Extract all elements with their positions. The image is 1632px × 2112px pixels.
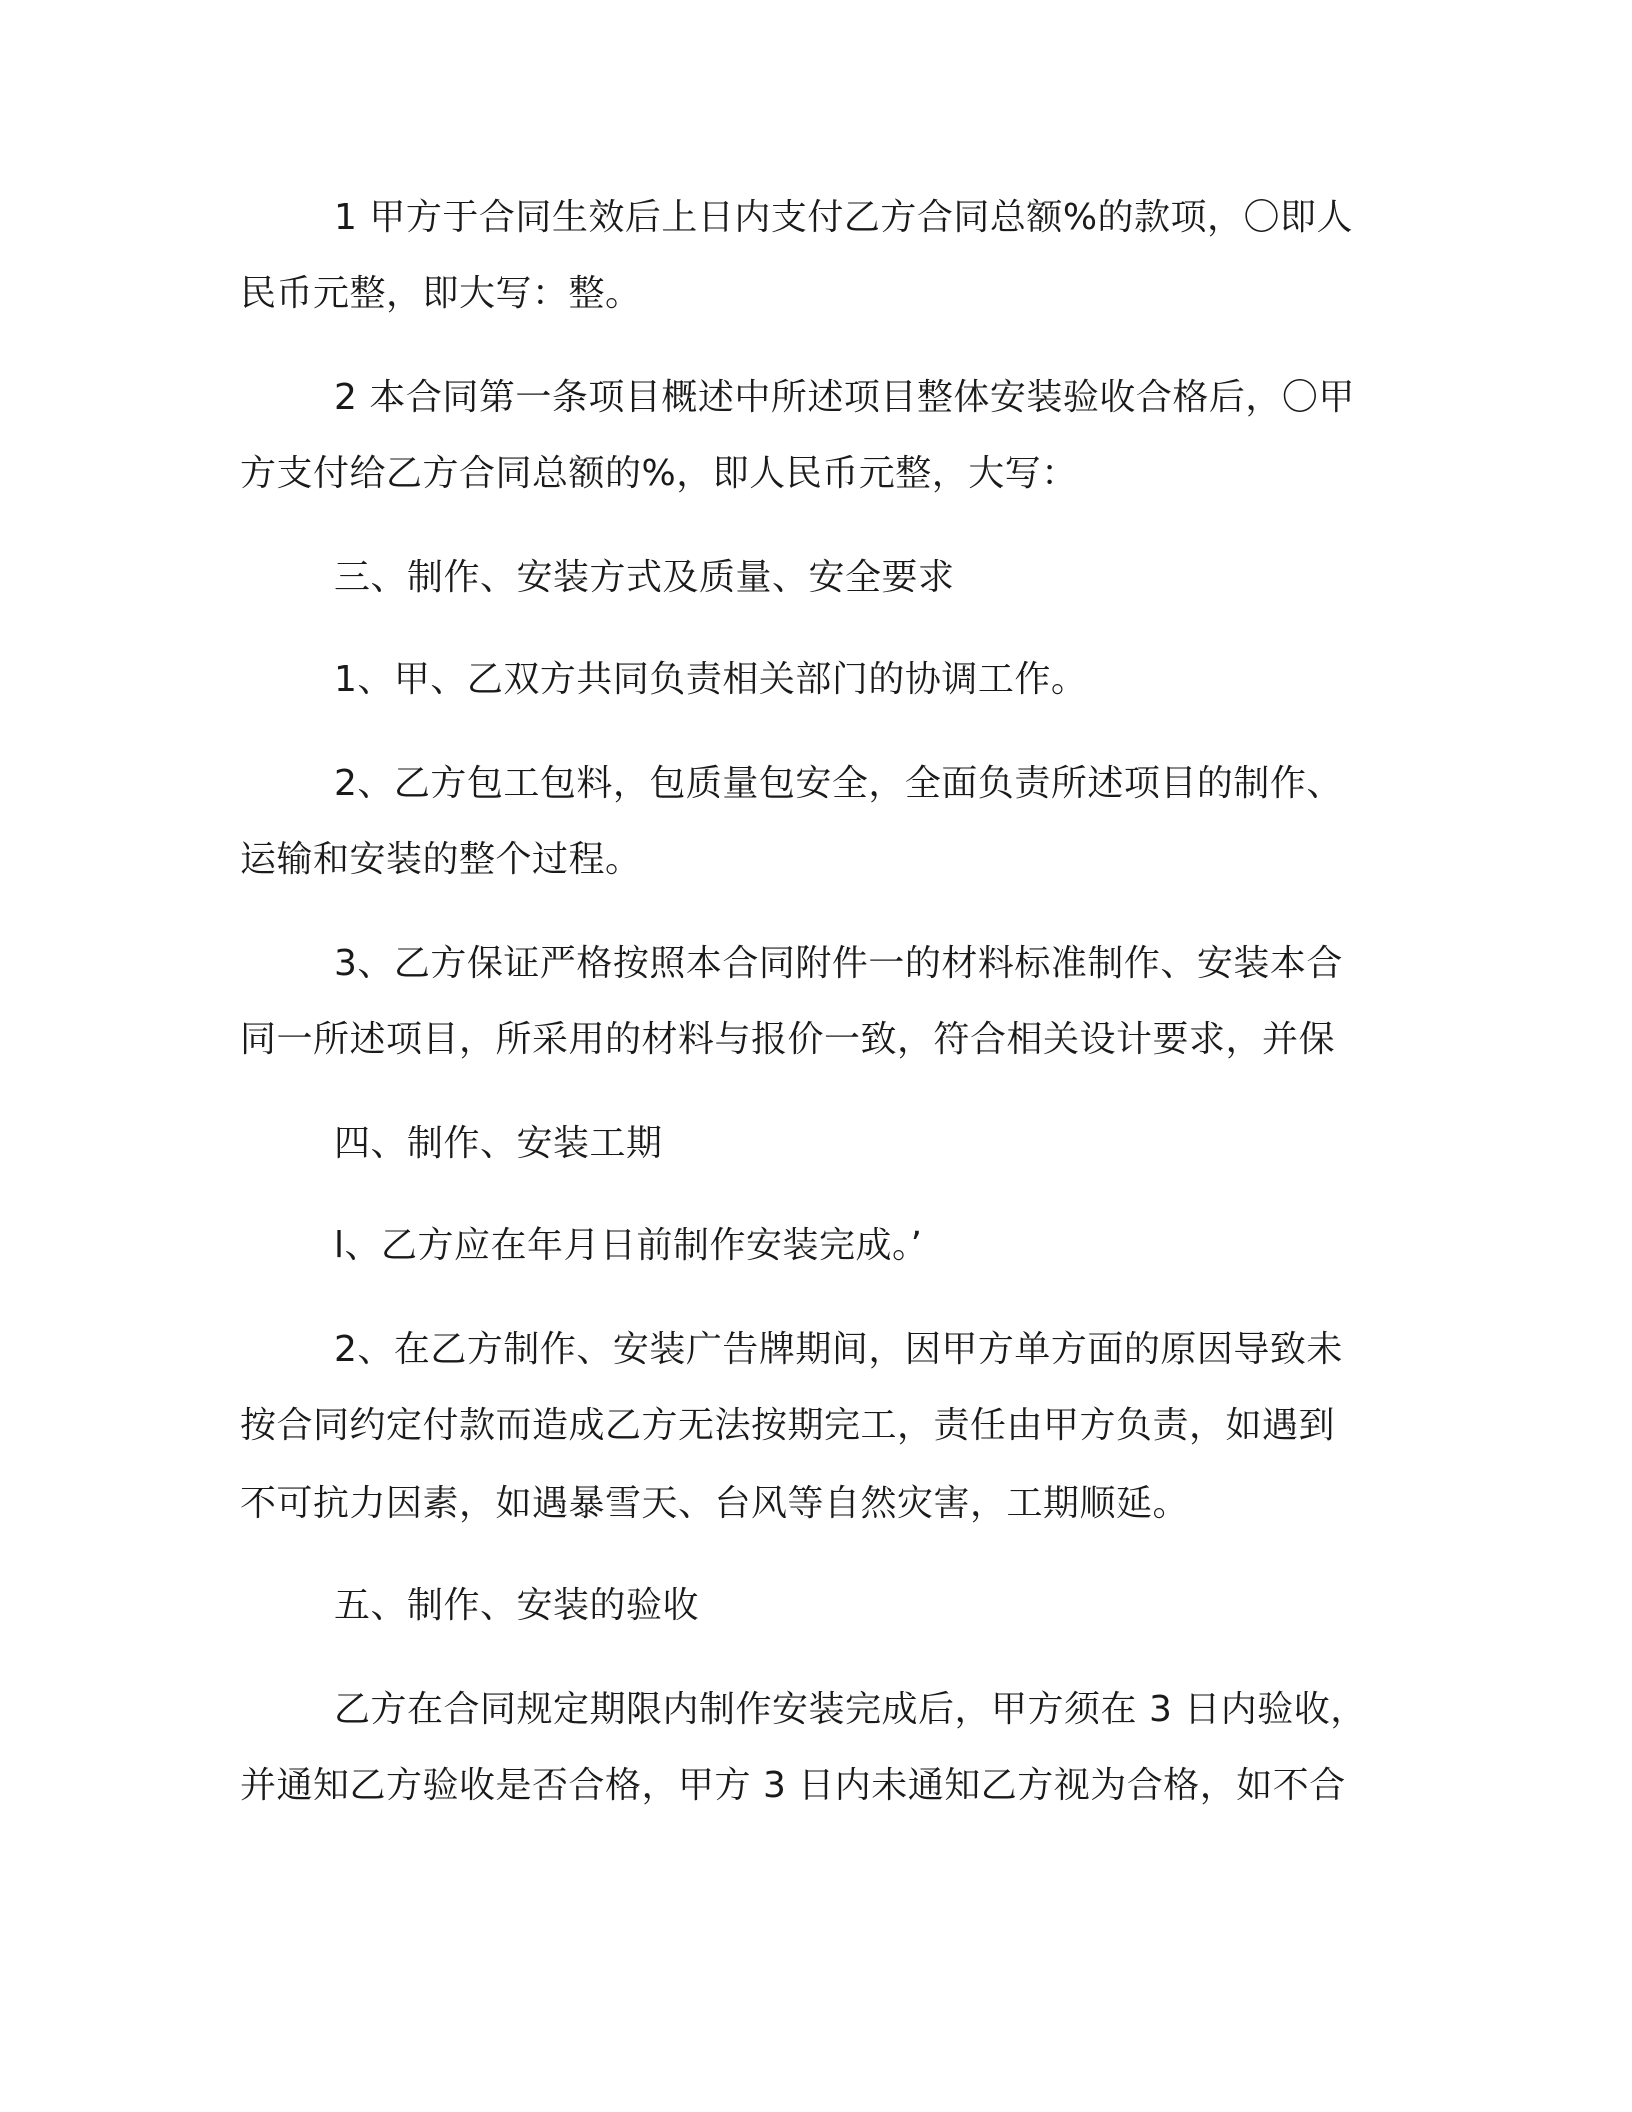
section-heading-4: 四、制作、安装工期 — [334, 1123, 663, 1164]
section-4-item-2-line-2: 按合同约定付款而造成乙方无法按期完工，责任由甲方负责，如遇到 — [240, 1405, 1336, 1446]
payment-clause-1-line-1: 1 甲方于合同生效后上日内支付乙方合同总额%的款项，〇即人 — [334, 197, 1354, 238]
section-5-paragraph-line-2: 并通知乙方验收是否合格，甲方 3 日内未通知乙方视为合格，如不合 — [240, 1765, 1346, 1806]
section-heading-5: 五、制作、安装的验收 — [334, 1585, 700, 1626]
section-4-item-1: l、乙方应在年月日前制作安装完成。’ — [334, 1225, 923, 1266]
section-3-item-3-line-1: 3、乙方保证严格按照本合同附件一的材料标准制作、安装本合 — [334, 943, 1343, 984]
section-4-item-2-line-3: 不可抗力因素，如遇暴雪天、台风等自然灾害，工期顺延。 — [240, 1483, 1190, 1524]
section-4-item-2-line-1: 2、在乙方制作、安装广告牌期间，因甲方单方面的原因导致未 — [334, 1329, 1343, 1370]
section-3-item-3-line-2: 同一所述项目，所采用的材料与报价一致，符合相关设计要求，并保 — [240, 1019, 1336, 1060]
payment-clause-2-line-1: 2 本合同第一条项目概述中所述项目整体安装验收合格后，〇甲 — [334, 377, 1355, 418]
payment-clause-2-line-2: 方支付给乙方合同总额的%，即人民币元整，大写： — [240, 453, 1078, 494]
section-3-item-1: 1、甲、乙双方共同负责相关部门的协调工作。 — [334, 659, 1088, 700]
payment-clause-1-line-2: 民币元整，即大写：整。 — [240, 273, 642, 314]
section-3-item-2-line-2: 运输和安装的整个过程。 — [240, 839, 642, 880]
section-heading-3: 三、制作、安装方式及质量、安全要求 — [334, 557, 955, 598]
section-3-item-2-line-1: 2、乙方包工包料，包质量包安全，全面负责所述项目的制作、 — [334, 763, 1343, 804]
section-5-paragraph-line-1: 乙方在合同规定期限内制作安装完成后，甲方须在 3 日内验收， — [334, 1689, 1367, 1730]
